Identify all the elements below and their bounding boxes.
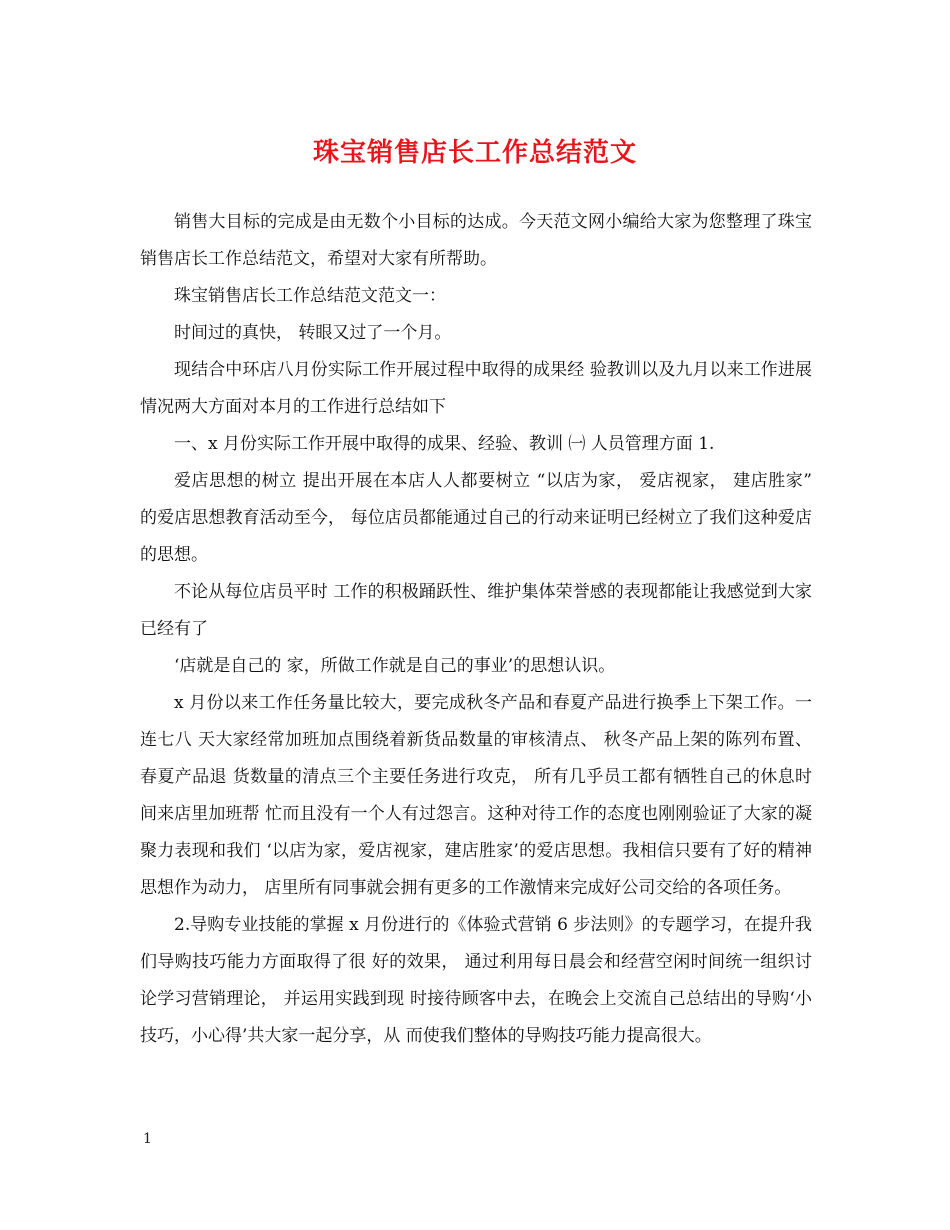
paragraph-store-spirit: 爱店思想的树立 提出开展在本店人人都要树立 “以店为家， 爱店视家， 建店胜家” 的爱店思想教育活动至今， 每位店员都能通过自己的行动来证明已经树立了我们这种爱店的思想。 [140, 471, 812, 565]
page-number: 1 [143, 1131, 152, 1147]
paragraph-summary-intro: 现结合中环店八月份实际工作开展过程中取得的成果经 验教训以及九月以来工作进展情况两大方面对本月的工作进行总结如下 [140, 360, 812, 417]
document-title: 珠宝销售店长工作总结范文 [312, 138, 637, 168]
paragraph-section-one: 一、x 月份实际工作开展中取得的成果、经验、教训 ㈠ 人员管理方面 1. [174, 434, 715, 454]
paragraph-staff-attitude: 不论从每位店员平时 工作的积极踊跃性、维护集体荣誉感的表现都能让我感觉到大家已经有了 [140, 582, 812, 639]
paragraph-heading-sample-one: 珠宝销售店长工作总结范文范文一： [174, 286, 446, 306]
paragraph-time: 时间过的真快， 转眼又过了一个月。 [174, 323, 452, 343]
paragraph-workload: x 月份以来工作任务量比较大，要完成秋冬产品和春夏产品进行换季上下架工作。一连七八 天大家经常加班加点围绕着新货品数量的审核清点、 秋冬产品上架的陈列布置、 春夏产品退 货数量的清点三个主要任务进行攻克， 所有几乎员工都有牺牲自己的休息时间来店里加班帮 忙而且没有一个人有过怨言。这种对待工作的态度也刚刚验证了大家的凝聚力表现和我们 ‘以店为家，爱店视家，建店胜家’的爱店思想。我相信只要有了好的精神思想作为动力， 店里所有同事就会拥有更多的工作激情来完成好公司交给的各项任务。 [140, 693, 812, 898]
paragraph-intro: 销售大目标的完成是由无数个小目标的达成。今天范文网小编给大家为您整理了珠宝销售店长工作总结范文，希望对大家有所帮助。 [140, 212, 812, 269]
paragraph-store-is-home: ‘店就是自己的 家，所做工作就是自己的事业’的思想认识。 [174, 656, 616, 676]
paragraph-sales-skills: 2.导购专业技能的掌握 x 月份进行的《体验式营销 6 步法则》的专题学习，在提升我们导购技巧能力方面取得了很 好的效果， 通过利用每日晨会和经营空闲时间统一组织讨论学习营销理论， 并运用实践到现 时接待顾客中去，在晚会上交流自己总结出的导购‘小技巧，小心得’共大家一起分享，从 而使我们整体的导购技巧能力提高很大。 [140, 915, 812, 1046]
document-body [140, 204, 812, 1055]
